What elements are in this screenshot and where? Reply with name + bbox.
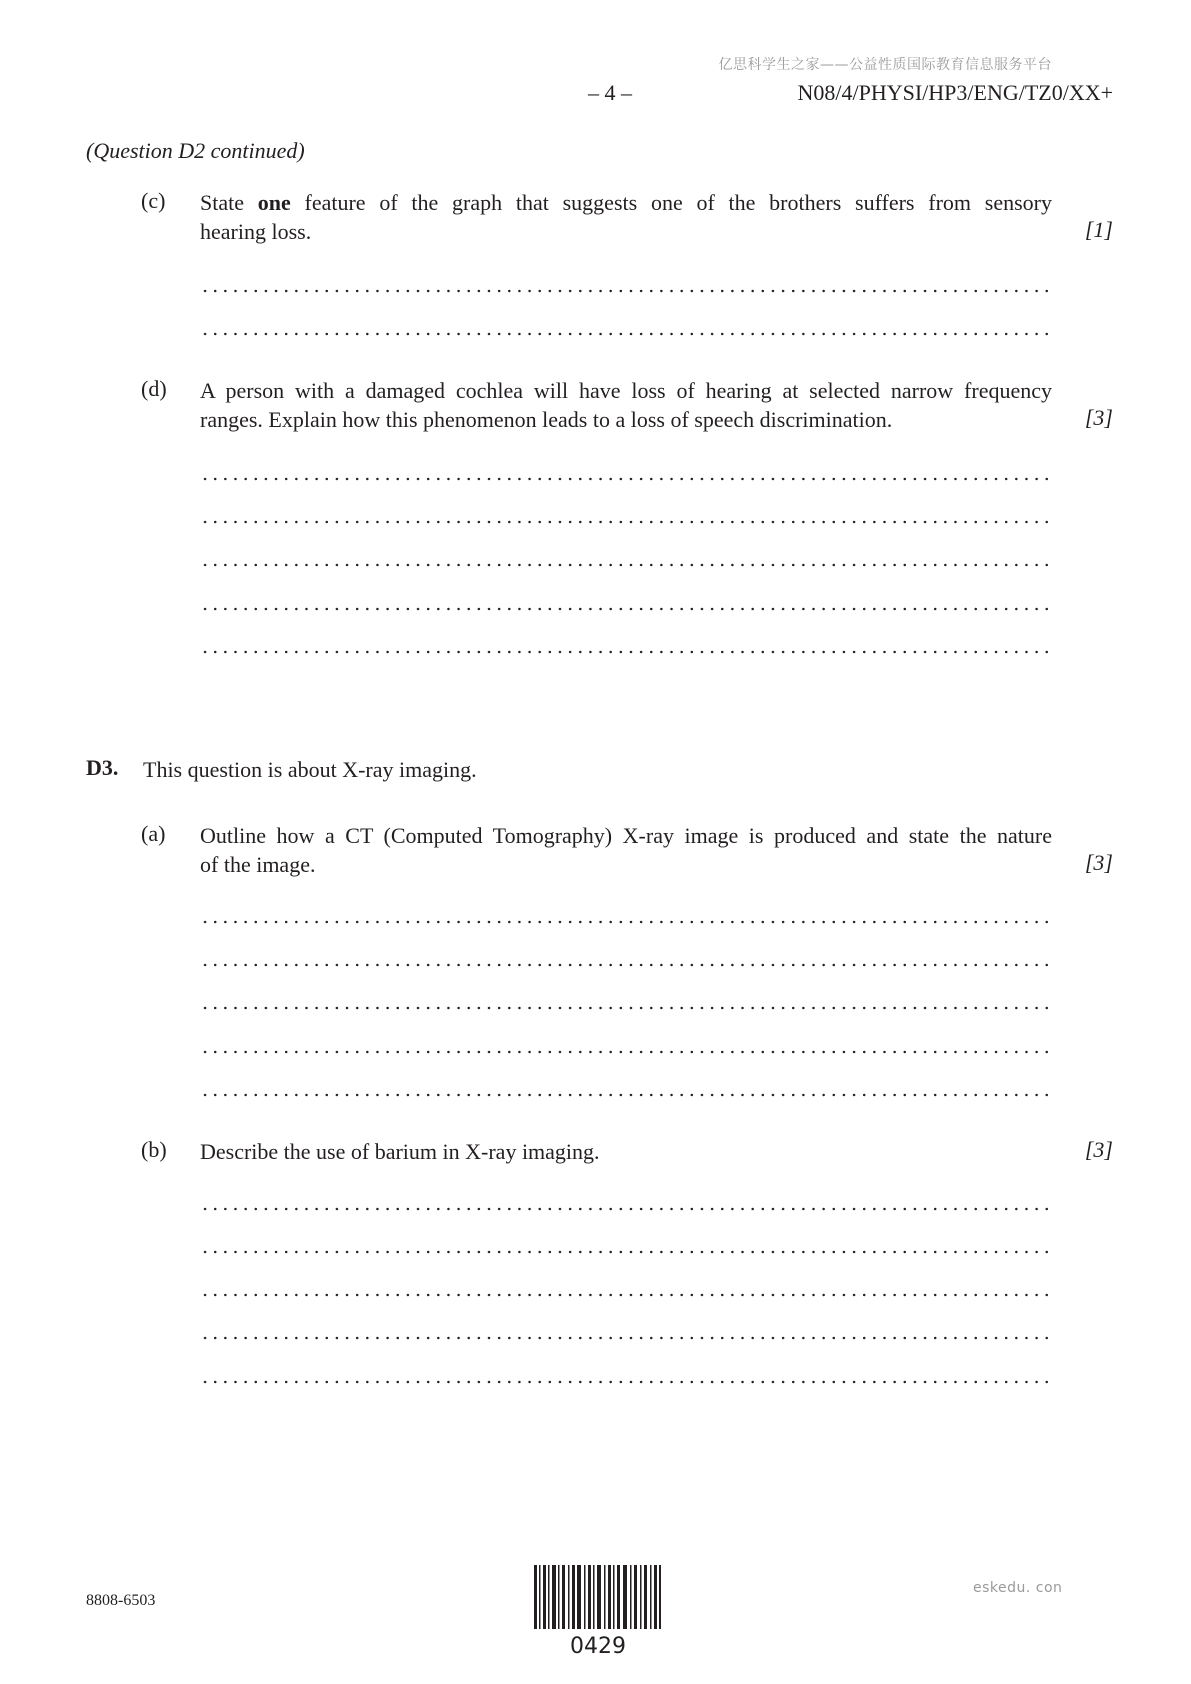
d3-part-b-question: Describe the use of barium in X-ray imaging. [200, 1139, 600, 1164]
question-number-d3: D3. [86, 755, 119, 780]
answer-line[interactable] [200, 332, 1052, 336]
paper-code: N08/4/PHYSI/HP3/ENG/TZ0/XX+ [797, 80, 1113, 105]
part-c-label: (c) [141, 188, 166, 213]
answer-line[interactable] [200, 1207, 1052, 1211]
part-c-question-line2: hearing loss. [200, 219, 312, 244]
answer-line[interactable] [200, 963, 1052, 967]
barcode-image [534, 1565, 662, 1631]
answer-line[interactable] [200, 650, 1052, 654]
part-d-question-line1: A person with a damaged cochlea will have loss of hearing at selected narrow frequency [200, 378, 1052, 403]
answer-line[interactable] [200, 563, 1052, 567]
question-continued-heading: (Question D2 continued) [86, 138, 305, 163]
d3-part-a-marks: [3] [1084, 850, 1113, 875]
part-c-text-after: feature of the graph that suggests one of the brothers suffers from sensory [290, 190, 1052, 215]
d3-part-a-question-line2: of the image. [200, 852, 316, 877]
watermark-text: 亿思科学生之家——公益性质国际教育信息服务平台 [718, 57, 1052, 73]
d3-part-b-marks: [3] [1084, 1137, 1113, 1162]
footer-paper-code: 8808-6503 [86, 1592, 156, 1609]
question-d3-intro: This question is about X-ray imaging. [143, 757, 477, 782]
answer-line[interactable] [200, 520, 1052, 524]
answer-line[interactable] [200, 1293, 1052, 1297]
answer-line[interactable] [200, 1050, 1052, 1054]
part-d-label: (d) [141, 376, 167, 401]
answer-line[interactable] [200, 1380, 1052, 1384]
barcode-number: 0429 [570, 1634, 626, 1659]
answer-line[interactable] [200, 477, 1052, 481]
watermark-site: eskedu. con [973, 1580, 1063, 1596]
part-d-marks: [3] [1084, 405, 1113, 430]
answer-line[interactable] [200, 607, 1052, 611]
d3-part-b-label: (b) [141, 1137, 167, 1162]
d3-part-a-question-line1: Outline how a CT (Computed Tomography) X-ray image is produced and state the nature [200, 823, 1052, 848]
d3-part-a-label: (a) [141, 821, 166, 846]
answer-line[interactable] [200, 1006, 1052, 1010]
page-number: – 4 – [588, 80, 632, 105]
answer-line[interactable] [200, 1336, 1052, 1340]
part-c-text-before: State [200, 190, 258, 215]
part-c-text-bold: one [257, 190, 291, 215]
answer-line[interactable] [200, 289, 1052, 293]
answer-line[interactable] [200, 1093, 1052, 1097]
part-d-question-line2: ranges. Explain how this phenomenon leads to a loss of speech discrimination. [200, 407, 893, 432]
answer-line[interactable] [200, 920, 1052, 924]
part-c-question-line1 [200, 188, 1052, 217]
part-c-marks: [1] [1084, 217, 1113, 242]
answer-line[interactable] [200, 1250, 1052, 1254]
